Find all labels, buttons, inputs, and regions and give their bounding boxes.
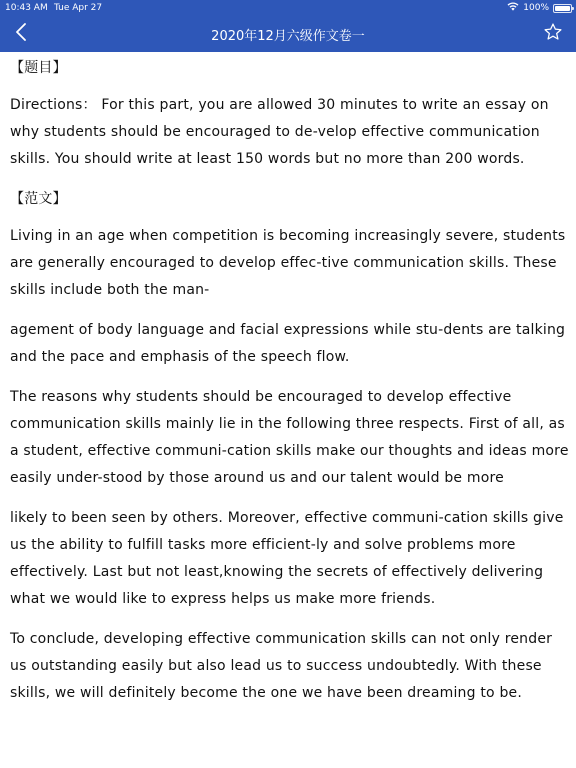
favorite-button[interactable] — [540, 21, 566, 47]
status-bar — [0, 0, 576, 16]
star-outline-icon — [543, 22, 563, 46]
essay-paragraph: likely to been seen by others. Moreover, effective communi-cation skills give us the ability to fulfill tasks more efficient-ly and solve problems more effectively. Last but not least,knowing the secrets of effectively delivering what we would like to express helps us make more friends. — [10, 510, 564, 607]
essay-paragraph: agement of body language and facial expressions while stu-dents are talking and the pace and emphasis of the speech flow. — [10, 322, 566, 365]
battery-fill — [555, 6, 570, 11]
battery-icon — [553, 4, 572, 13]
status-date: Tue Apr 27 — [54, 3, 103, 13]
wifi-icon — [507, 2, 519, 14]
status-right — [507, 2, 572, 14]
directions-text: Directions： For this part, you are allowed 30 minutes to write an essay on why students should be encouraged to de-velop effective communication skills. You should write at least 150 words but no more than 200 words. — [10, 97, 549, 167]
question-heading: 【题目】 — [10, 60, 67, 76]
page-title: 2020年12月六级作文卷一 — [211, 29, 365, 44]
back-button[interactable] — [8, 21, 34, 47]
essay-paragraph: The reasons why students should be encouraged to develop effective communication skills mainly lie in the following three respects. First of all, as a student, effective communi-cation skills make our thoughts and ideas more easily under-stood by those around us and our talent would be more — [10, 389, 569, 486]
essay-paragraph: To conclude, developing effective communication skills can not only render us outstanding easily but also lead us to success undoubtedly. With these skills, we will definitely become the one we have been dreaming to be. — [10, 631, 553, 701]
essay-paragraph: Living in an age when competition is becoming increasingly severe, students are generally encouraged to develop effec-tive communication skills. These skills include both the man- — [10, 228, 566, 298]
article-content — [10, 55, 570, 720]
status-time: 10:43 AM — [5, 3, 48, 13]
chevron-left-icon — [15, 23, 27, 45]
sample-essay-heading: 【范文】 — [10, 191, 67, 207]
battery-percent: 100% — [523, 3, 549, 13]
navigation-bar — [0, 16, 576, 52]
